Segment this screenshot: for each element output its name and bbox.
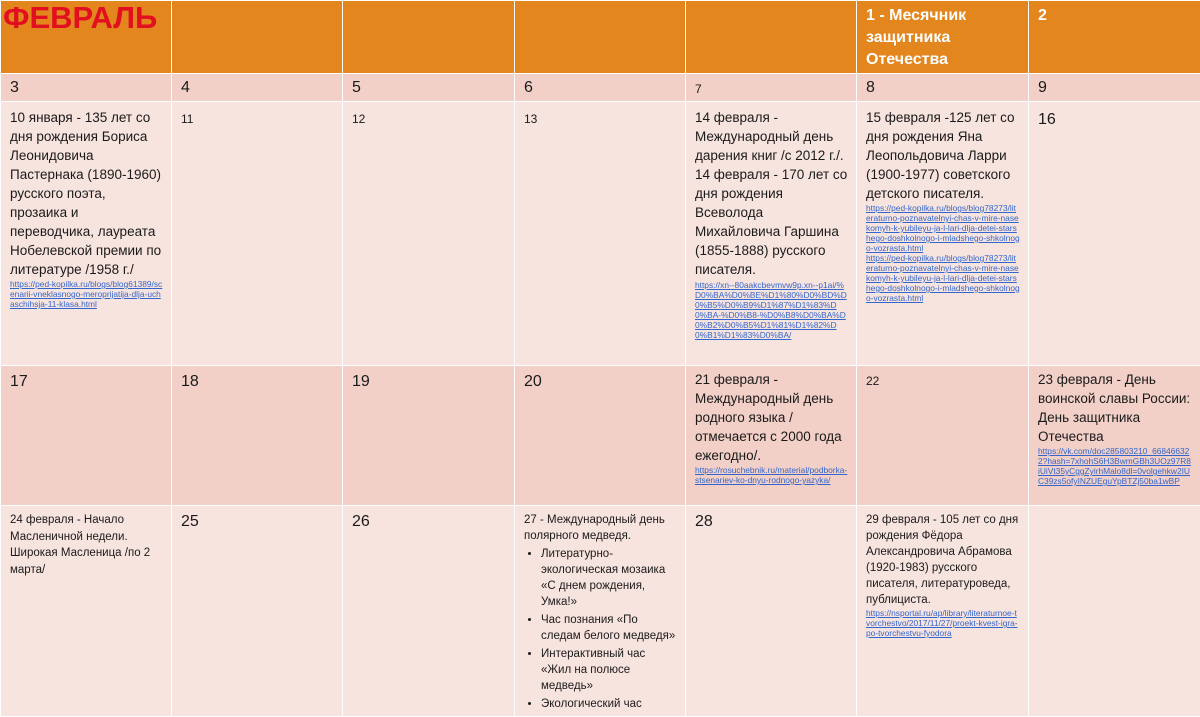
day-12-cell	[343, 102, 515, 366]
header-cell-5	[686, 1, 857, 74]
header-row	[1, 1, 1200, 74]
header-day-1: 1 - Месячник защитника Отечества	[857, 1, 1028, 73]
day-number: 17	[1, 366, 171, 505]
day-number: 22	[857, 366, 1028, 505]
day-number: 26	[343, 506, 514, 716]
empty-cell-content	[1029, 506, 1200, 716]
day-number: 13	[515, 102, 685, 365]
header-cell-3	[343, 1, 515, 74]
row-days-24-29	[1, 506, 1200, 717]
event-maslenitsa: 24 февраля - Начало Масленичной недели. Широкая Масленица /по 2 марта/	[1, 506, 171, 716]
day-number: 4	[172, 74, 342, 101]
day-number: 8	[857, 74, 1028, 101]
day-number: 20	[515, 366, 685, 505]
link-defender-day[interactable]: https://vk.com/doc285803210_668466322?hash=7xhohS6H3BwmGBh3UOz97R8iUiVt35yCggZyirhMalo8dl=0volgehkw2IUC39zs5ofyINZUEguYpBTZj50ba1wBP	[1038, 446, 1192, 486]
polar-bear-activities-list	[524, 546, 677, 712]
day-number: 6	[515, 74, 685, 101]
header-day-2: 2	[1029, 1, 1200, 73]
day-number: 9	[1029, 74, 1200, 101]
list-item: • Экологический час	[541, 696, 677, 712]
day-26-cell	[343, 506, 515, 717]
day-6-cell	[515, 74, 686, 102]
event-polar-bear-day: 27 - Международный день полярного медведя.	[524, 512, 677, 544]
day-27-cell	[515, 506, 686, 717]
day-22-cell	[857, 366, 1029, 506]
day-9-cell	[1029, 74, 1200, 102]
day-28-cell	[686, 506, 857, 717]
empty-cell	[1029, 506, 1200, 717]
event-abramov: 29 февраля - 105 лет со дня рождения Фёдора Александровича Абрамова (1920-1983) русского писателя, литературоведа, публициста.	[866, 512, 1020, 608]
day-21-cell	[686, 366, 857, 506]
day-3-cell	[1, 74, 172, 102]
day-14-cell	[686, 102, 857, 366]
day-19-cell	[343, 366, 515, 506]
row-days-3-9	[1, 74, 1200, 102]
row-days-10-16	[1, 102, 1200, 366]
day-8-cell	[857, 74, 1029, 102]
month-title: ФЕВРАЛЬ	[1, 1, 171, 73]
day-7-cell	[686, 74, 857, 102]
day-number: 11	[172, 102, 342, 365]
day-29-cell	[857, 506, 1029, 717]
row-days-17-23	[1, 366, 1200, 506]
link-native-language[interactable]: https://rosuchebnik.ru/material/podborka-stsenariev-ko-dnyu-rodnogo-yazyka/	[695, 465, 848, 485]
day-18-cell	[172, 366, 343, 506]
link-larri-2[interactable]: https://ped-kopilka.ru/blogs/blog78273/literaturno-poznavatelnyi-chas-v-mire-nasekomyh-k-yubileyu-ja-l-lari-dlja-detei-starshego-doshkolnogo-i-mladshego-shkolnogo-vozrasta.html	[866, 253, 1020, 303]
day-4-cell	[172, 74, 343, 102]
list-item: • Интерактивный час «Жил на полюсе медведь»	[541, 646, 677, 694]
day-20-cell	[515, 366, 686, 506]
day-16-cell	[1029, 102, 1200, 366]
day-number: 5	[343, 74, 514, 101]
event-pasternak: 10 января - 135 лет со дня рождения Бориса Леонидовича Пастернака (1890-1960) русского поэта, прозаика и переводчика, лауреата Нобелевской премии по литературе /1958 г./	[10, 108, 163, 279]
header-cell-7	[1029, 1, 1200, 74]
day-number: 19	[343, 366, 514, 505]
list-item: • Час познания «По следам белого медведя»	[541, 612, 677, 644]
header-cell-4	[515, 1, 686, 74]
day-number: 25	[172, 506, 342, 716]
link-abramov[interactable]: https://nsportal.ru/ap/library/literaturnoe-tvorchestvo/2017/11/27/proekt-kvest-igra-po-tvorchestvu-fyodora	[866, 608, 1020, 638]
day-17-cell	[1, 366, 172, 506]
event-native-language: 21 февраля - Международный день родного языка / отмечается с 2000 года ежегодно/.	[695, 370, 848, 465]
day-5-cell	[343, 74, 515, 102]
day-number: 16	[1029, 102, 1200, 365]
day-number: 3	[1, 74, 171, 101]
day-10-cell	[1, 102, 172, 366]
list-item: • Литературно-экологическая мозаика «С днем рождения, Умка!»	[541, 546, 677, 610]
day-number: 12	[343, 102, 514, 365]
event-garshin: 14 февраля - 170 лет со дня рождения Всеволода Михайловича Гаршина (1855-1888) русского писателя.	[695, 165, 848, 279]
day-15-cell	[857, 102, 1029, 366]
header-cell-2	[172, 1, 343, 74]
header-cell-month	[1, 1, 172, 74]
day-23-cell	[1029, 366, 1200, 506]
day-number: 18	[172, 366, 342, 505]
day-24-cell	[1, 506, 172, 717]
day-25-cell	[172, 506, 343, 717]
day-number: 7	[686, 74, 856, 101]
event-book-day: 14 февраля - Международный день дарения книг /с 2012 г./.	[695, 108, 848, 165]
header-cell-6	[857, 1, 1029, 74]
day-13-cell	[515, 102, 686, 366]
link-garshin[interactable]: https://xn--80aakcbevmvw9p.xn--p1ai/%D0%BA%D0%BE%D1%80%D0%BD%D0%B5%D0%B9%D1%87%D1%83%D0%BA-%D0%B8-%D0%B8%D0%BA%D0%B2%D0%B5%D1%81%D1%82%D0%B1%D1%83%D0%BA/	[695, 280, 848, 340]
link-pasternak[interactable]: https://ped-kopilka.ru/blogs/blog61389/scenarii-vneklasnogo-meroprijatija-dlja-uchaschihsja-11-klasa.html	[10, 279, 163, 309]
link-larri-1[interactable]: https://ped-kopilka.ru/blogs/blog78273/literaturno-poznavatelnyi-chas-v-mire-nasekomyh-k-yubileyu-ja-l-lari-dlja-detei-starshego-doshkolnogo-i-mladshego-shkolnogo-vozrasta.html	[866, 203, 1020, 253]
event-larri: 15 февраля -125 лет со дня рождения Яна Леопольдовича Ларри (1900-1977) советского детского писателя.	[866, 108, 1020, 203]
day-number: 28	[686, 506, 856, 716]
day-11-cell	[172, 102, 343, 366]
event-defender-day: 23 февраля - День воинской славы России: День защитника Отечества	[1038, 370, 1192, 446]
